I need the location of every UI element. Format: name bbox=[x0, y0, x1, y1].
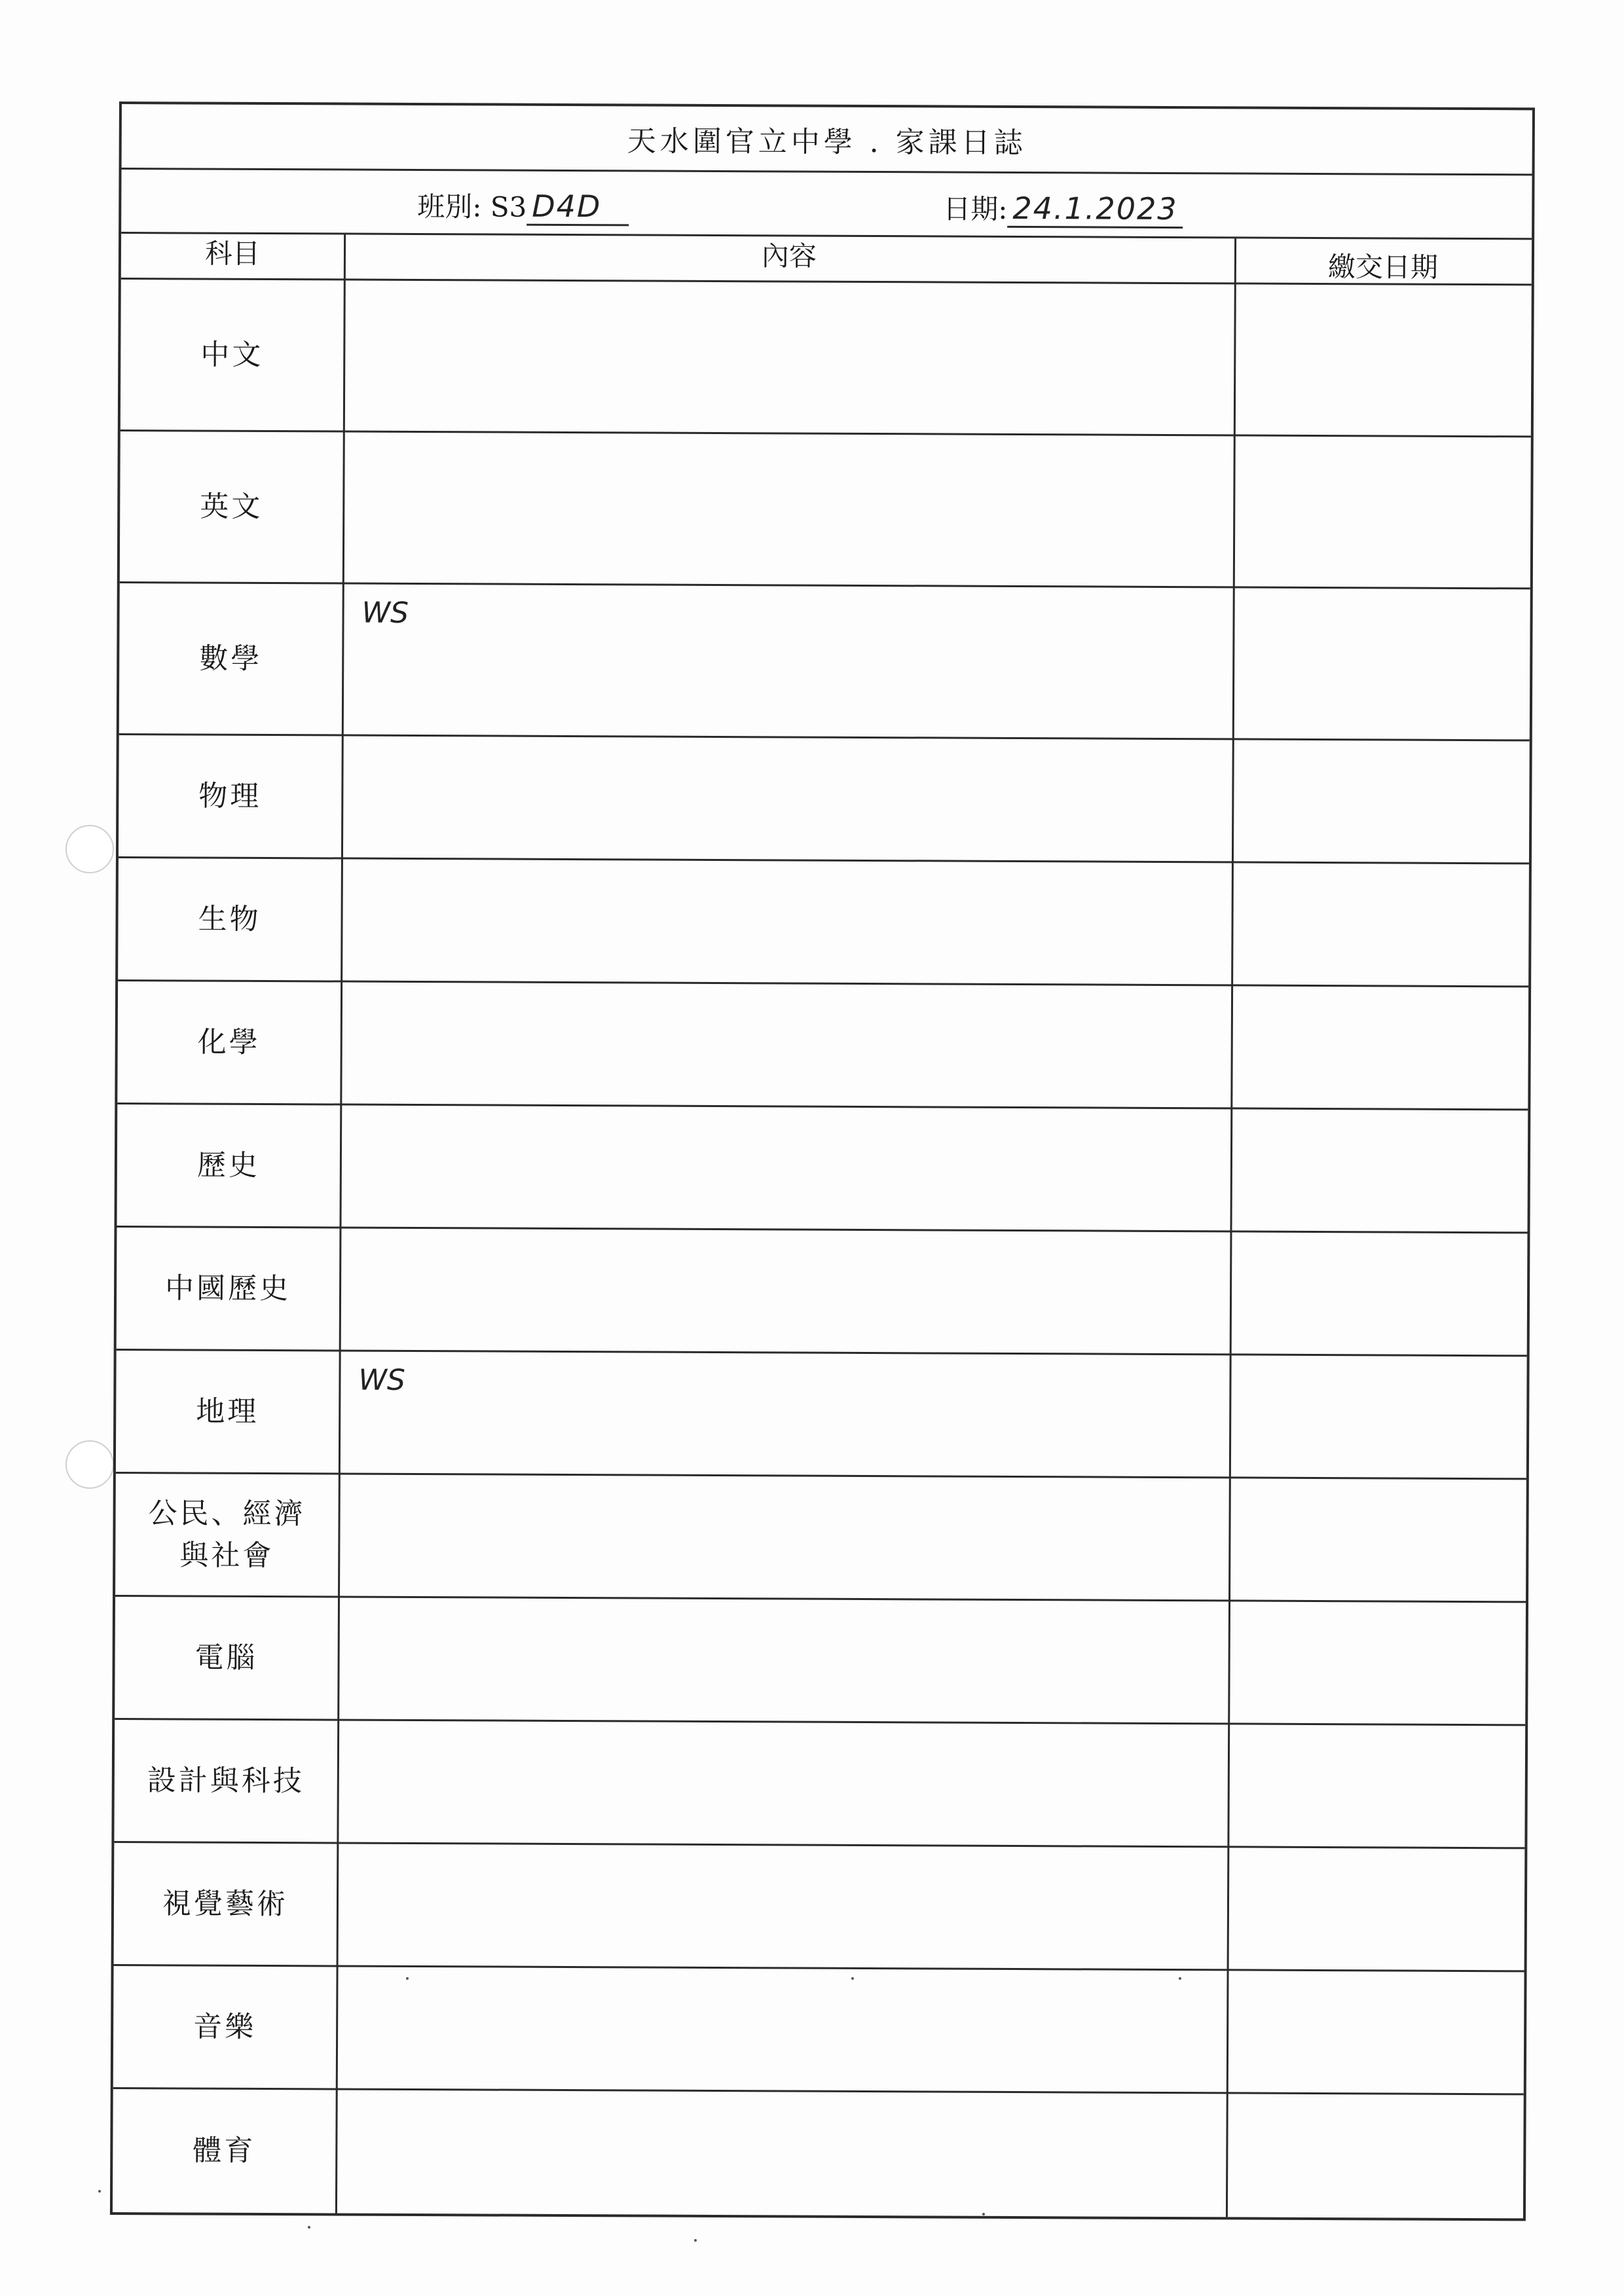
content-cell[interactable] bbox=[337, 1721, 1228, 1846]
due-date-cell[interactable] bbox=[1230, 1109, 1528, 1231]
table-row bbox=[113, 1966, 1524, 2095]
subject-cell: 數學 bbox=[199, 642, 263, 676]
content-cell[interactable] bbox=[342, 432, 1234, 586]
content-cell[interactable] bbox=[338, 1474, 1229, 1599]
scan-speck bbox=[406, 1977, 409, 1980]
due-date-cell[interactable] bbox=[1234, 284, 1532, 435]
table-row bbox=[118, 858, 1529, 987]
content-cell[interactable] bbox=[337, 1844, 1228, 1969]
due-date-cell[interactable] bbox=[1228, 1601, 1526, 1724]
table-row bbox=[114, 1843, 1525, 1972]
table-row bbox=[117, 981, 1528, 1110]
content-cell[interactable] bbox=[341, 736, 1232, 861]
table-row bbox=[120, 431, 1531, 589]
scan-speck bbox=[98, 2190, 101, 2193]
subject-cell: 視覺藝術 bbox=[162, 1886, 289, 1921]
due-date-cell[interactable] bbox=[1228, 1478, 1526, 1601]
due-date-cell[interactable] bbox=[1227, 1724, 1525, 1847]
due-date-cell[interactable] bbox=[1233, 436, 1531, 587]
due-date-cell[interactable] bbox=[1229, 1355, 1527, 1478]
table-row bbox=[114, 1720, 1525, 1849]
due-date-cell[interactable] bbox=[1232, 588, 1530, 739]
scan-speck bbox=[982, 2213, 985, 2215]
due-date-cell[interactable] bbox=[1231, 863, 1529, 985]
class-label: 班別: S3 bbox=[417, 190, 527, 223]
punch-hole bbox=[65, 1440, 114, 1489]
header-due-date: 繳交日期 bbox=[1327, 251, 1439, 283]
scan-speck bbox=[694, 2239, 697, 2242]
info-row bbox=[121, 170, 1532, 240]
content-cell[interactable] bbox=[343, 280, 1234, 434]
header-subject: 科目 bbox=[204, 237, 261, 270]
table-row bbox=[117, 1228, 1528, 1357]
due-date-cell[interactable] bbox=[1230, 986, 1528, 1108]
table-header bbox=[121, 234, 1532, 285]
subject-cell: 音樂 bbox=[193, 2010, 257, 2044]
punch-hole bbox=[65, 825, 114, 873]
table-row bbox=[117, 1104, 1528, 1233]
subject-cell: 歷史 bbox=[196, 1148, 261, 1182]
header-content: 內容 bbox=[761, 240, 817, 272]
table-row bbox=[120, 280, 1532, 437]
homework-diary-form bbox=[110, 101, 1535, 2221]
subject-cell: 地理 bbox=[196, 1394, 259, 1429]
subject-cell: 公民、經濟 與社會 bbox=[148, 1496, 306, 1573]
table-row bbox=[113, 2089, 1524, 2218]
content-cell[interactable] bbox=[340, 1105, 1231, 1230]
content-cell[interactable] bbox=[339, 1351, 1230, 1476]
due-date-cell[interactable] bbox=[1226, 2094, 1524, 2218]
content-cell[interactable] bbox=[342, 584, 1233, 738]
table-row bbox=[115, 1474, 1526, 1603]
subject-cell: 設計與科技 bbox=[147, 1763, 304, 1798]
scan-speck bbox=[308, 2226, 310, 2229]
date-field bbox=[943, 187, 1183, 228]
due-date-cell[interactable] bbox=[1230, 1232, 1528, 1355]
subject-cell: 體育 bbox=[193, 2134, 256, 2168]
table-row bbox=[115, 1597, 1526, 1726]
table-row bbox=[119, 583, 1530, 741]
content-cell[interactable] bbox=[337, 1597, 1228, 1722]
subject-cell: 物理 bbox=[198, 779, 262, 813]
scan-speck bbox=[851, 1977, 854, 1980]
subject-cell: 電腦 bbox=[194, 1641, 258, 1675]
content-cell[interactable] bbox=[335, 2090, 1227, 2217]
due-date-cell[interactable] bbox=[1227, 1971, 1524, 2093]
content-cell[interactable] bbox=[340, 982, 1231, 1107]
content-cell[interactable] bbox=[341, 859, 1232, 984]
form-title: 天水圍官立中學 . 家課日誌 bbox=[122, 104, 1532, 175]
class-field bbox=[417, 185, 629, 226]
subject-cell: 英文 bbox=[200, 490, 263, 524]
subject-cell: 化學 bbox=[197, 1025, 261, 1059]
due-date-cell[interactable] bbox=[1232, 740, 1530, 862]
handwritten-note: WS bbox=[361, 596, 409, 630]
table-row bbox=[119, 735, 1530, 864]
content-cell[interactable] bbox=[336, 1967, 1227, 2092]
subject-cell: 中文 bbox=[200, 338, 264, 372]
content-cell[interactable] bbox=[339, 1228, 1230, 1353]
handwritten-note: WS bbox=[358, 1363, 406, 1397]
due-date-cell[interactable] bbox=[1227, 1848, 1525, 1970]
date-label: 日期: bbox=[943, 192, 1008, 225]
table-row bbox=[116, 1351, 1527, 1480]
subject-cell: 生物 bbox=[198, 902, 261, 936]
scan-speck bbox=[1179, 1977, 1181, 1980]
class-value: D4D bbox=[526, 189, 629, 227]
subject-cell: 中國歷史 bbox=[164, 1271, 291, 1305]
date-value: 24.1.2023 bbox=[1007, 191, 1183, 228]
